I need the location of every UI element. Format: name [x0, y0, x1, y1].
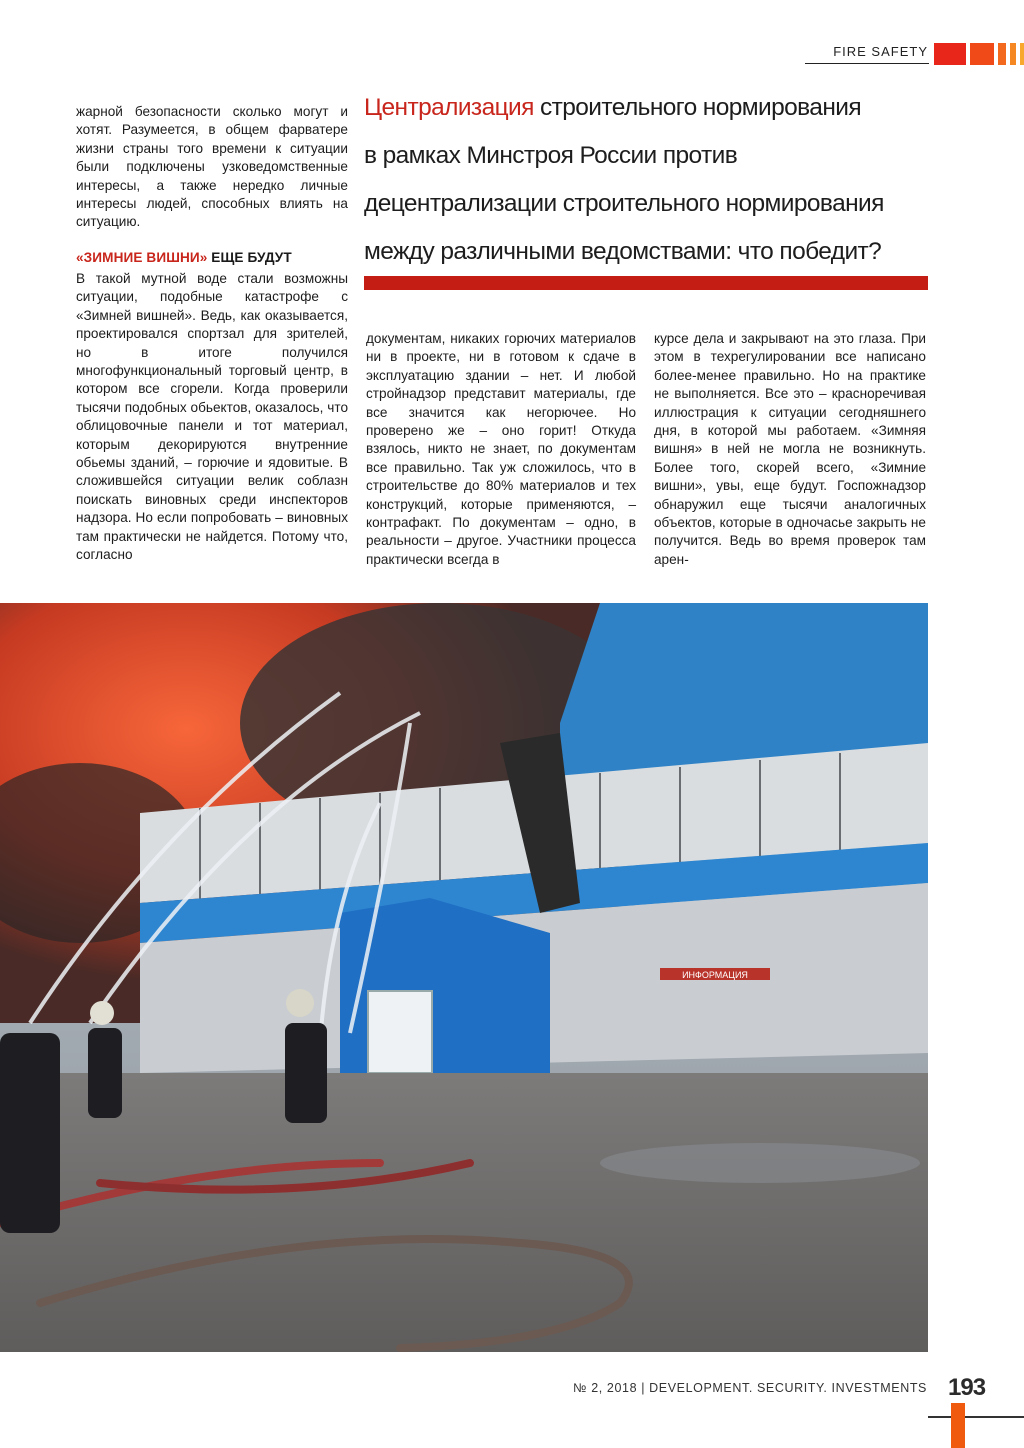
subheading-accent: «ЗИМНИЕ ВИШНИ» — [76, 250, 208, 265]
subheading-rest: ЕЩЕ БУДУТ — [207, 250, 292, 265]
header-bar — [934, 43, 966, 65]
header-bar — [998, 43, 1006, 65]
header-rule — [805, 63, 929, 64]
headline — [364, 84, 934, 276]
column-1-body — [76, 270, 348, 565]
column-2 — [366, 330, 636, 569]
paragraph: жарной безопасности сколько могут и хотят. Разумеется, в общем фарватере жизни страны того времени к ситуации были подключены узковедомственные интересы, а также нередко личные интересы людей, способных влиять на ситуацию. — [76, 104, 348, 230]
fire-scene-illustration — [0, 603, 928, 1352]
header-bar — [1010, 43, 1016, 65]
headline-rule — [364, 276, 928, 290]
headline-line-2: в рамках Минстроя России против — [364, 142, 738, 169]
paragraph: В такой мутной воде стали возможны ситуации, подобные катастрофе с «Зимней вишней». Ведь, как оказывается, проектировался спортзал для зрителей, но в итоге получился многофункциональный торговый центр, в котором все сгорели. Когда проверили тысячи подобных обьектов, оказалось, что облицовочные панели и тот материал, которым декорируются внутренние обьемы зданий, – горючие и ядовитые. В сложившейся ситуации велик соблазн поискать виновных среди инспекторов надзора. Но если попробовать – виновных там практически не найдется. Потому что, согласно — [76, 271, 348, 563]
header-bar — [1020, 43, 1024, 65]
footer-rule — [928, 1416, 1024, 1418]
header-bar — [970, 43, 994, 65]
subheading — [76, 250, 348, 265]
footer-issue: № 2, 2018 | DEVELOPMENT. SECURITY. INVESTMENTS — [573, 1381, 927, 1395]
headline-accent: Централизация — [364, 94, 534, 121]
headline-line-1 — [364, 84, 934, 132]
paragraph: курсе дела и закрывают на это глаза. При этом в техрегулировании все написано более-менее правильно. Но на практике не выполняется. Все это – красноречивая иллюстрация к ситуации сегодняшнего дня, в которой мы работаем. «Зимняя вишня» в ней не могла не возникнуть. Более того, скорей всего, «Зимние вишни», увы, еще будут. Госпожнадзор обнаружил еще тысячи аналогичных объектов, которые в одночасье закрыть не получится. Ведь во время проверок там арен- — [654, 331, 926, 567]
page-number: 193 — [948, 1374, 986, 1401]
headline-line-3: децентрализации строительного нормирования — [364, 190, 884, 217]
headline-line-4: между различными ведомствами: что победит? — [364, 238, 882, 265]
paragraph: документам, никаких горючих материалов ни в проекте, ни в готовом к сдаче в эксплуатацию здании – нет. И любой стройнадзор представит материалы, где все значится как негорючее. Но проверено же – оно горит! Откуда взялось, никто не знает, по документам все правильно. Так уж сложилось, что в строительстве до 80% материалов и тех конструкций, которые применяются, – контрафакт. По документам – одно, в реальности – другое. Участники процесса практически всегда в — [366, 331, 636, 567]
sign-text: ИНФОРМАЦИЯ — [682, 970, 748, 980]
footer-accent-block — [951, 1403, 965, 1448]
header-color-bars — [934, 43, 1024, 65]
headline-line-1-rest: строительного нормирования — [533, 94, 862, 121]
fire-photo — [0, 603, 928, 1352]
section-label: FIRE SAFETY — [833, 44, 928, 59]
column-1-intro — [76, 103, 348, 232]
column-3 — [654, 330, 926, 569]
